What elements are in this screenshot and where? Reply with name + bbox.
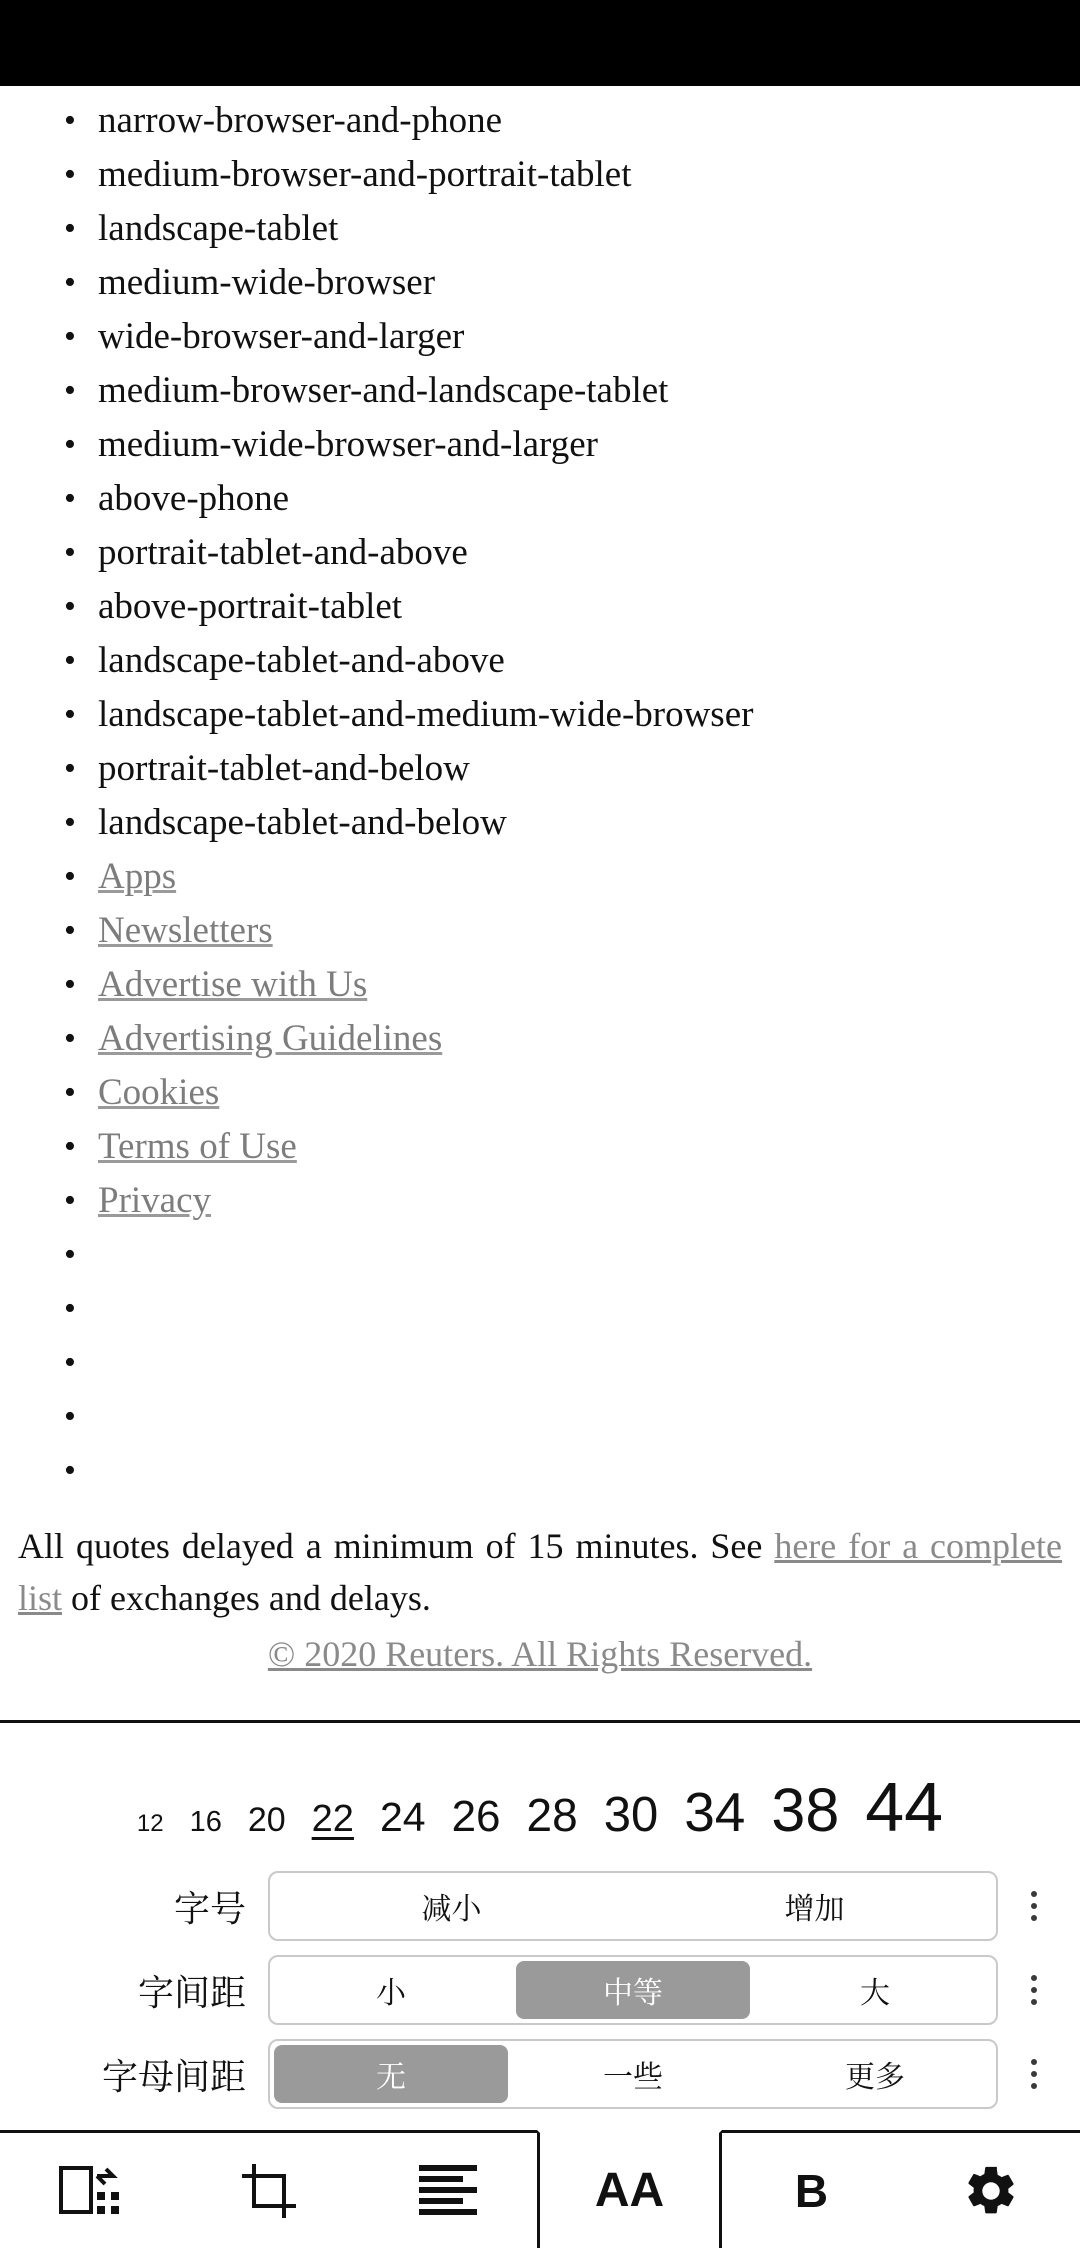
list-item xyxy=(56,94,1080,148)
status-bar xyxy=(0,0,1080,86)
list-item xyxy=(56,742,1080,796)
bottom-toolbar xyxy=(0,2130,1080,2248)
letter-spacing-some-button[interactable]: 一些 xyxy=(603,2061,663,2094)
toolbar-button-text-align[interactable] xyxy=(358,2133,537,2248)
list-item-label: medium-browser-and-portrait-tablet xyxy=(98,154,632,195)
list-item-empty xyxy=(56,1228,1080,1282)
divider xyxy=(0,1720,1080,1723)
list-item xyxy=(56,526,1080,580)
font-size-option-20[interactable]: 20 xyxy=(247,1801,286,1839)
letter-spacing-segmented-control[interactable] xyxy=(268,2039,998,2109)
setting-label-font-size: 字号 xyxy=(173,1887,246,1929)
footer-link-advertise-with-us[interactable]: Advertise with Us xyxy=(98,964,368,1005)
list-item[interactable] xyxy=(56,1120,1080,1174)
page-layout-icon xyxy=(59,2162,121,2220)
crop-icon xyxy=(240,2162,298,2220)
letter-spacing-more-button[interactable]: 更多 xyxy=(845,2061,905,2094)
list-item-label: landscape-tablet xyxy=(98,208,339,249)
disclaimer-text-after: of exchanges and delays. xyxy=(62,1578,431,1618)
list-item[interactable] xyxy=(56,1174,1080,1228)
list-item xyxy=(56,472,1080,526)
text-settings-panel xyxy=(0,1731,1080,2109)
setting-row-letter-spacing xyxy=(0,2039,1080,2109)
list-item xyxy=(56,148,1080,202)
setting-label-word-spacing: 字间距 xyxy=(137,1971,246,2013)
list-item xyxy=(56,310,1080,364)
list-item-empty xyxy=(56,1336,1080,1390)
list-item-empty xyxy=(56,1282,1080,1336)
font-size-option-16[interactable]: 16 xyxy=(189,1806,222,1838)
word-spacing-small-button[interactable]: 小 xyxy=(376,1977,406,2010)
footer-link-advertising-guidelines[interactable]: Advertising Guidelines xyxy=(98,1018,443,1059)
font-size-decrease-button[interactable]: 减小 xyxy=(421,1893,482,1926)
list-item[interactable] xyxy=(56,1066,1080,1120)
list-item[interactable] xyxy=(56,850,1080,904)
list-item-label: medium-browser-and-landscape-tablet xyxy=(98,370,669,411)
complete-list-link[interactable]: here for a complete list xyxy=(18,1526,1062,1618)
list-item xyxy=(56,580,1080,634)
kebab-menu-icon-word-spacing[interactable] xyxy=(1006,1975,1062,2005)
footer-link-list xyxy=(0,94,1080,1498)
settings-gear-icon xyxy=(962,2162,1020,2220)
text-align-icon xyxy=(419,2165,477,2217)
list-item-label: medium-wide-browser xyxy=(98,262,436,303)
list-item-label: narrow-browser-and-phone xyxy=(98,100,503,141)
article-content xyxy=(0,86,1080,1723)
quotes-disclaimer xyxy=(18,1520,1062,1624)
setting-row-font-size xyxy=(0,1871,1080,1941)
list-item xyxy=(56,634,1080,688)
footer-link-apps[interactable]: Apps xyxy=(98,856,177,897)
footer-link-newsletters[interactable]: Newsletters xyxy=(98,910,273,951)
word-spacing-large-button[interactable]: 大 xyxy=(860,1977,890,2010)
font-size-option-12[interactable]: 12 xyxy=(136,1810,164,1837)
list-item xyxy=(56,202,1080,256)
font-size-increase-button[interactable]: 增加 xyxy=(784,1893,845,1926)
kebab-menu-icon-font-size[interactable] xyxy=(1006,1891,1062,1921)
font-size-option-34[interactable]: 34 xyxy=(684,1781,746,1843)
list-item-label: above-phone xyxy=(98,478,290,519)
toolbar-button-bold[interactable] xyxy=(722,2133,901,2248)
kebab-menu-icon-letter-spacing[interactable] xyxy=(1006,2059,1062,2089)
toolbar-button-typography[interactable] xyxy=(537,2130,722,2248)
font-size-option-24[interactable]: 24 xyxy=(379,1794,426,1840)
list-item xyxy=(56,256,1080,310)
list-item-label: landscape-tablet-and-medium-wide-browser xyxy=(98,694,754,735)
font-size-option-22[interactable]: 22 xyxy=(311,1798,354,1840)
setting-label-letter-spacing: 字母间距 xyxy=(101,2055,246,2097)
toolbar-button-page-layout[interactable] xyxy=(0,2133,179,2248)
letter-spacing-none-button[interactable]: 无 xyxy=(274,2045,508,2103)
font-size-option-30[interactable]: 30 xyxy=(603,1788,659,1842)
list-item xyxy=(56,418,1080,472)
font-size-option-38[interactable]: 38 xyxy=(771,1776,840,1844)
list-item[interactable] xyxy=(56,904,1080,958)
font-size-option-26[interactable]: 26 xyxy=(451,1792,501,1841)
font-size-scale[interactable] xyxy=(0,1739,1080,1857)
list-item-label: portrait-tablet-and-below xyxy=(98,748,470,789)
typography-icon: AA xyxy=(594,2164,665,2217)
font-size-option-28[interactable]: 28 xyxy=(526,1789,578,1841)
list-item xyxy=(56,796,1080,850)
list-item[interactable] xyxy=(56,1012,1080,1066)
list-item-label: landscape-tablet-and-above xyxy=(98,640,505,681)
list-item-label: portrait-tablet-and-above xyxy=(98,532,468,573)
toolbar-button-crop[interactable] xyxy=(179,2133,358,2248)
footer-link-terms-of-use[interactable]: Terms of Use xyxy=(98,1126,297,1167)
font-size-option-44[interactable]: 44 xyxy=(865,1768,944,1846)
list-item xyxy=(56,364,1080,418)
list-item xyxy=(56,688,1080,742)
list-item-label: medium-wide-browser-and-larger xyxy=(98,424,598,465)
list-item-label: above-portrait-tablet xyxy=(98,586,403,627)
setting-row-word-spacing xyxy=(0,1955,1080,2025)
list-item-label: wide-browser-and-larger xyxy=(98,316,465,357)
toolbar-button-settings[interactable] xyxy=(901,2133,1080,2248)
footer-link-cookies[interactable]: Cookies xyxy=(98,1072,220,1113)
list-item-empty xyxy=(56,1444,1080,1498)
bold-icon: B xyxy=(794,2164,829,2217)
word-spacing-segmented-control[interactable] xyxy=(268,1955,998,2025)
font-size-segmented-control[interactable] xyxy=(268,1871,998,1941)
footer-link-privacy[interactable]: Privacy xyxy=(98,1180,212,1221)
list-item-label: landscape-tablet-and-below xyxy=(98,802,507,843)
list-item-empty xyxy=(56,1390,1080,1444)
disclaimer-text-before: All quotes delayed a minimum of 15 minutes. See xyxy=(18,1526,775,1566)
copyright-notice[interactable]: © 2020 Reuters. All Rights Reserved. xyxy=(267,1634,813,1674)
list-item[interactable] xyxy=(56,958,1080,1012)
word-spacing-medium-button[interactable]: 中等 xyxy=(516,1961,750,2019)
